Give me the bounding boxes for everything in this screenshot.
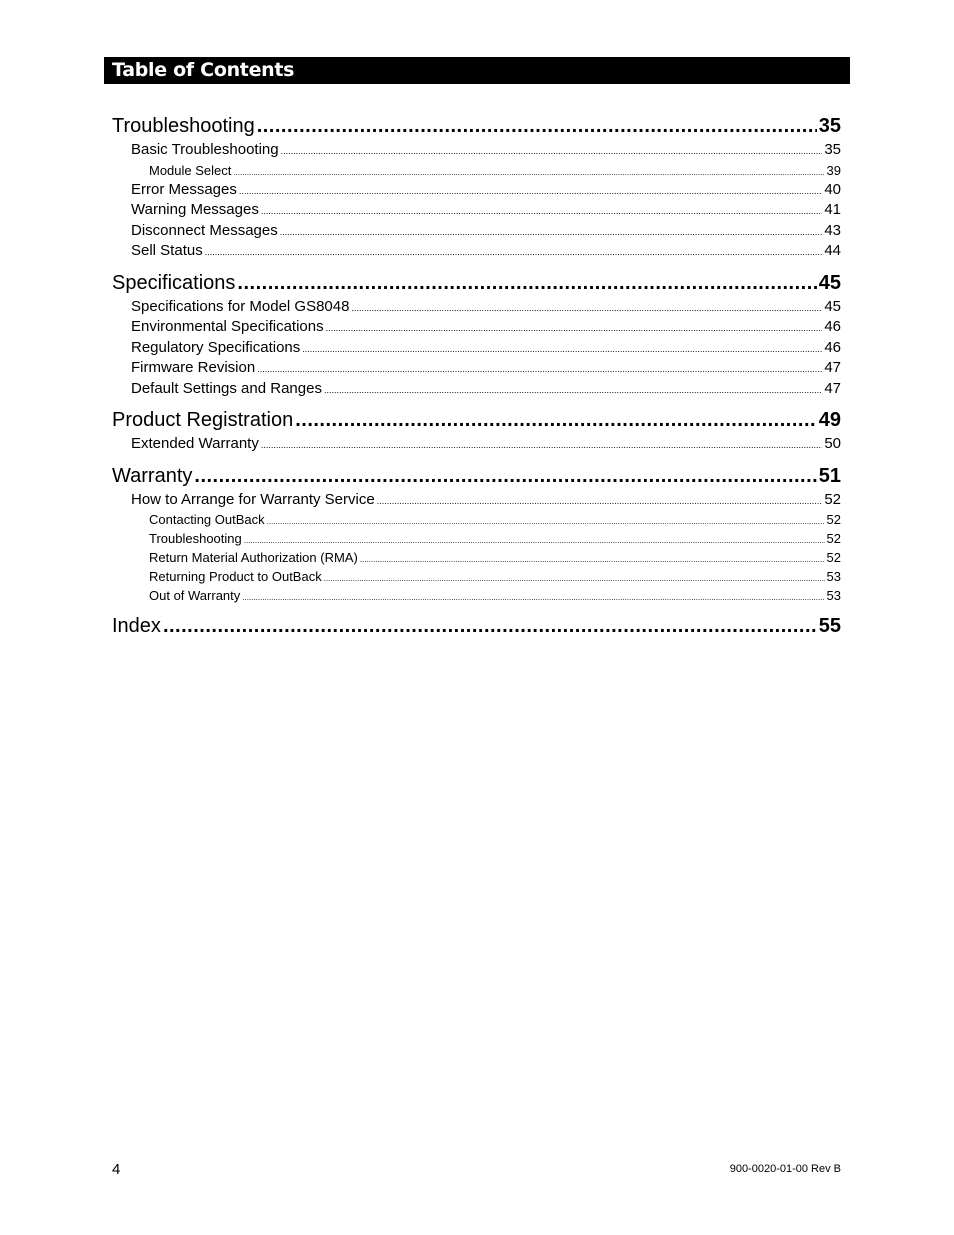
toc-page-number: 46 [824, 318, 841, 335]
toc-item[interactable] [112, 241, 841, 262]
toc-entry-title: Warning Messages [131, 201, 259, 218]
toc-entry-title: Disconnect Messages [131, 221, 278, 239]
toc-entry-title: Contacting OutBack [149, 512, 265, 527]
toc-page-number: 52 [826, 550, 841, 565]
toc-entry-title: Basic Troubleshooting [131, 141, 279, 158]
toc-page-number: 53 [826, 569, 841, 584]
dot-leader [242, 588, 824, 605]
toc-item[interactable] [112, 548, 841, 567]
toc-entry-title: Environmental Specifications [131, 318, 324, 335]
dot-leader [377, 491, 823, 511]
dot-leader [295, 406, 817, 434]
toc-page-number: 52 [826, 512, 841, 527]
toc-item[interactable] [112, 200, 841, 221]
toc-section[interactable] [112, 462, 841, 490]
header-bar [104, 57, 850, 84]
toc-item[interactable] [112, 161, 841, 180]
dot-leader [302, 339, 822, 359]
table-of-contents [112, 112, 841, 640]
toc-page-number: 44 [824, 242, 841, 259]
dot-leader [351, 298, 822, 318]
toc-item[interactable] [112, 180, 841, 201]
toc-page-number: 35 [818, 115, 841, 137]
toc-page-number: 50 [824, 435, 841, 452]
document-id: 900-0020-01-00 Rev B [729, 1163, 841, 1175]
toc-page-number: 55 [818, 615, 841, 637]
page-number: 4 [112, 1161, 121, 1178]
toc-entry-title: Sell Status [131, 242, 203, 259]
dot-leader [280, 222, 823, 242]
dot-leader [324, 569, 825, 586]
toc-section[interactable] [112, 612, 841, 640]
toc-page-number: 46 [824, 338, 841, 356]
dot-leader [194, 462, 816, 490]
toc-page-number: 49 [818, 409, 841, 431]
toc-item[interactable] [112, 490, 841, 511]
toc-page-number: 40 [824, 180, 841, 198]
dot-leader [324, 380, 822, 400]
dot-leader [267, 512, 825, 529]
toc-item[interactable] [112, 510, 841, 529]
toc-page-number: 47 [824, 359, 841, 376]
dot-leader [257, 359, 822, 379]
toc-entry-title: Warranty [112, 464, 193, 487]
dot-leader [257, 112, 817, 140]
toc-section[interactable] [112, 269, 841, 297]
toc-page-number: 53 [826, 588, 841, 603]
toc-entry-title: Returning Product to OutBack [149, 569, 322, 584]
toc-page-number: 51 [818, 464, 841, 487]
dot-leader [239, 181, 822, 201]
toc-section[interactable] [112, 112, 841, 140]
toc-page-number: 35 [824, 141, 841, 158]
toc-section[interactable] [112, 406, 841, 434]
dot-leader [360, 550, 825, 567]
toc-page-number: 43 [824, 221, 841, 239]
dot-leader [233, 163, 824, 180]
toc-page-number: 52 [826, 531, 841, 546]
toc-page-number: 45 [818, 271, 841, 294]
dot-leader [326, 318, 823, 338]
dot-leader [281, 141, 823, 161]
dot-leader [244, 531, 825, 548]
toc-entry-title: Specifications for Model GS8048 [131, 297, 350, 315]
toc-item[interactable] [112, 379, 841, 400]
dot-leader [261, 201, 822, 221]
dot-leader [163, 612, 817, 640]
toc-page-number: 52 [824, 490, 841, 508]
toc-item[interactable] [112, 317, 841, 338]
toc-entry-title: Default Settings and Ranges [131, 379, 322, 397]
toc-page-number: 41 [824, 201, 841, 218]
dot-leader [205, 242, 823, 262]
toc-item[interactable] [112, 140, 841, 161]
page-title: Table of Contents [112, 59, 295, 81]
toc-entry-title: Firmware Revision [131, 359, 256, 376]
toc-entry-title: Index [112, 615, 161, 637]
dot-leader [261, 435, 822, 455]
toc-item[interactable] [112, 358, 841, 379]
toc-item[interactable] [112, 297, 841, 318]
toc-entry-title: Specifications [112, 271, 236, 294]
toc-item[interactable] [112, 221, 841, 242]
toc-entry-title: How to Arrange for Warranty Service [131, 490, 375, 508]
toc-page-number: 47 [824, 379, 841, 397]
toc-entry-title: Module Select [149, 162, 232, 178]
dot-leader [237, 269, 816, 297]
toc-entry-title: Product Registration [112, 409, 294, 431]
toc-item[interactable] [112, 586, 841, 605]
toc-item[interactable] [112, 529, 841, 548]
toc-page-number: 45 [824, 297, 841, 315]
toc-item[interactable] [112, 567, 841, 586]
toc-entry-title: Regulatory Specifications [131, 338, 301, 356]
toc-entry-title: Troubleshooting [112, 115, 255, 137]
toc-entry-title: Troubleshooting [149, 531, 242, 546]
toc-page-number: 39 [826, 162, 841, 178]
toc-entry-title: Return Material Authorization (RMA) [149, 550, 358, 565]
toc-entry-title: Out of Warranty [149, 588, 241, 603]
toc-item[interactable] [112, 338, 841, 359]
toc-entry-title: Error Messages [131, 180, 237, 198]
toc-item[interactable] [112, 434, 841, 455]
toc-entry-title: Extended Warranty [131, 435, 259, 452]
